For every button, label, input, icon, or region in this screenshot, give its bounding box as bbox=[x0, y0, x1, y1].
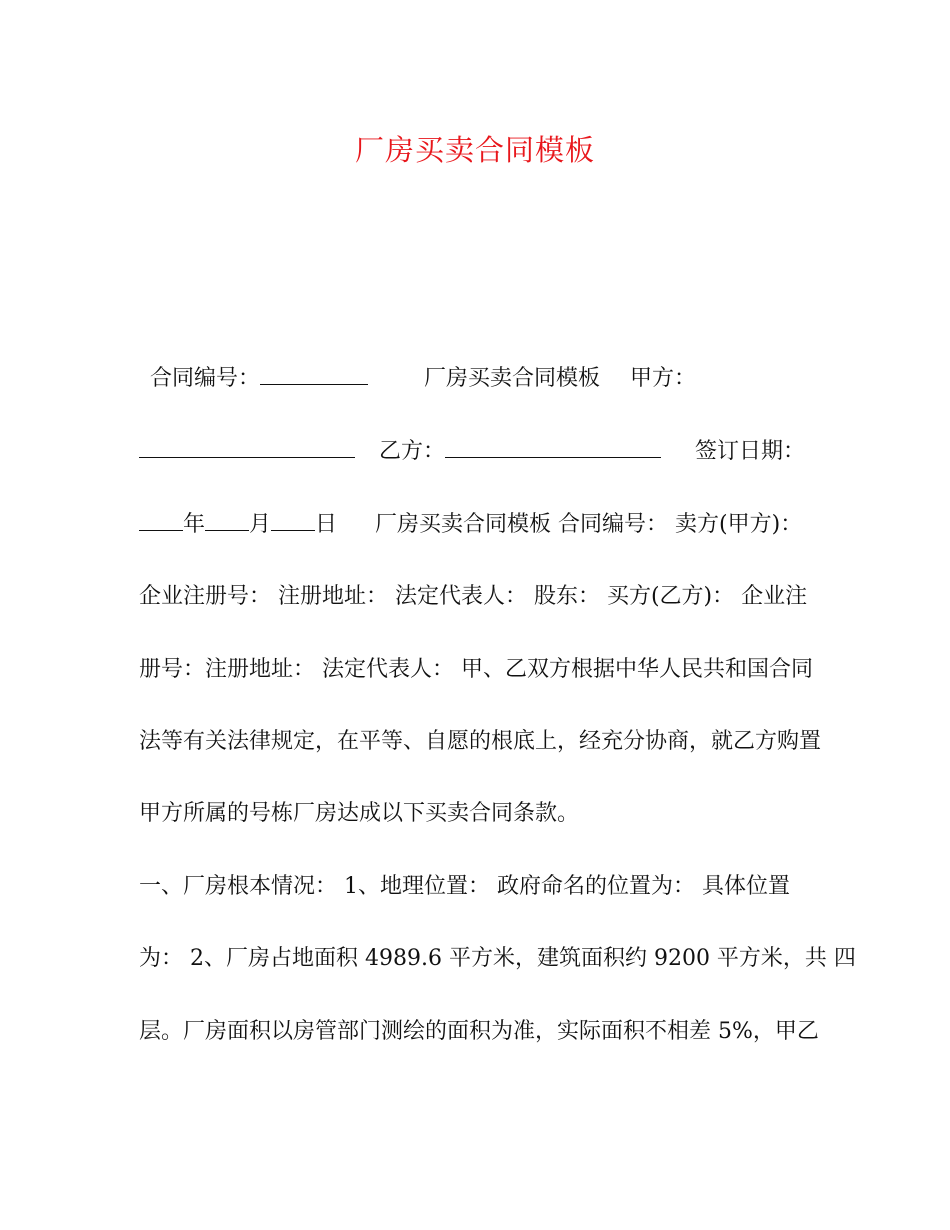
day-label: 日 bbox=[315, 512, 338, 537]
party-b-blank bbox=[445, 437, 661, 458]
line3-text: 厂房买卖合同模板 合同编号： 卖方(甲方)： bbox=[375, 512, 803, 537]
day-blank bbox=[271, 510, 315, 531]
document-name-inline: 厂房买卖合同模板 bbox=[424, 366, 601, 391]
document-title: 厂房买卖合同模板 bbox=[354, 133, 595, 167]
contract-number-blank bbox=[260, 364, 368, 385]
sign-date-label: 签订日期： bbox=[695, 439, 806, 464]
month-blank bbox=[205, 510, 249, 531]
year-blank bbox=[139, 510, 183, 531]
party-a-label: 甲方： bbox=[630, 366, 697, 391]
party-a-blank bbox=[139, 437, 355, 458]
text-line-5: 册号：注册地址： 法定代表人： 甲、乙双方根据中华人民共和国合同 bbox=[139, 657, 813, 682]
party-b-label: 乙方： bbox=[379, 439, 446, 464]
text-line-3 bbox=[139, 510, 802, 540]
year-label: 年 bbox=[183, 512, 206, 537]
text-line-10: 层。厂房面积以房管部门测绘的面积为准，实际面积不相差 5%，甲乙 bbox=[139, 1019, 819, 1044]
text-line-6: 法等有关法律规定，在平等、自愿的根底上，经充分协商，就乙方购置 bbox=[139, 729, 822, 754]
text-line-8: 一、厂房根本情况： 1、地理位置： 政府命名的位置为： 具体位置 bbox=[139, 874, 790, 899]
text-line-4: 企业注册号： 注册地址： 法定代表人： 股东： 买方(乙方)： 企业注 bbox=[139, 584, 808, 609]
text-line-1 bbox=[150, 364, 696, 394]
text-line-7: 甲方所属的号栋厂房达成以下买卖合同条款。 bbox=[139, 801, 580, 826]
text-line-9: 为： 2、厂房占地面积 4989.6 平方米，建筑面积约 9200 平方米，共 四 bbox=[139, 946, 856, 971]
text-line-2 bbox=[139, 437, 805, 467]
contract-number-label: 合同编号： bbox=[150, 366, 261, 391]
month-label: 月 bbox=[249, 512, 272, 537]
